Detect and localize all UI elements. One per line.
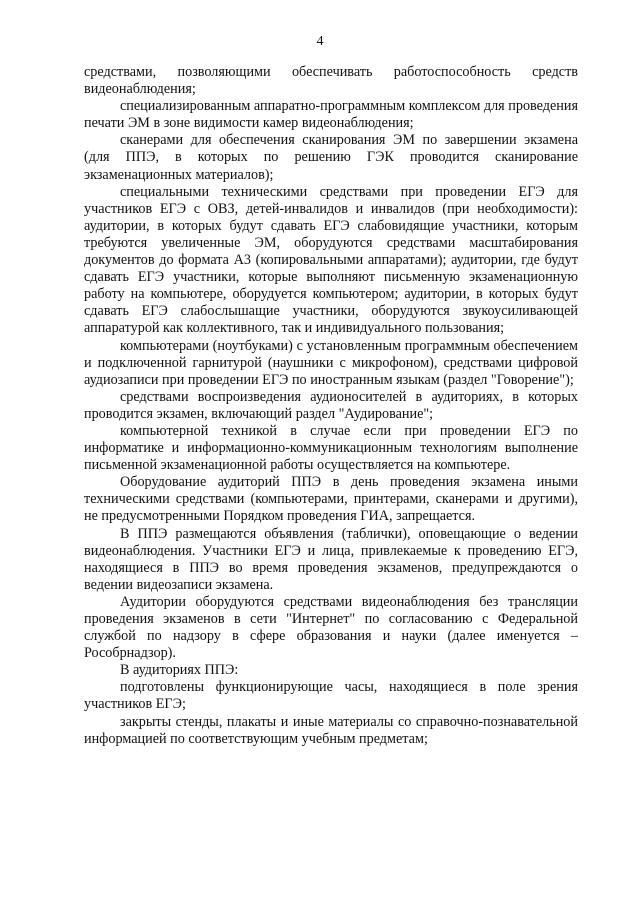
paragraph-in-auditoriums: В аудиториях ППЭ: — [120, 662, 239, 679]
paragraph-computer-equipment: компьютерной техникой в случае если при проведении ЕГЭ по информатике и информационно-коммуникационным технологиям выполнение письменной экзаменационной работы осуществляется на компьютере. — [84, 422, 578, 474]
page-number: 4 — [316, 34, 324, 49]
paragraph-printing-complex: специализированным аппаратно-программным комплексом для проведения печати ЭМ в зоне видимости камер видеонаблюдения; — [84, 98, 578, 132]
paragraph-no-internet-broadcast: Аудитории оборудуются средствами видеонаблюдения без трансляции проведения экзаменов в сети "Интернет" по согласованию с Федеральной службой по надзору в сфере образования и науки (далее именуется – Рособрнадзор). — [84, 593, 578, 662]
paragraph-other-equipment-prohibited: Оборудование аудиторий ППЭ в день проведения экзамена иными техническими средствами (компьютерами, принтерами, сканерами и другими), не предусмотренными Порядком проведения ГИА, запрещается. — [84, 474, 578, 525]
paragraph-scanners: сканерами для обеспечения сканирования ЭМ по завершении экзамена (для ППЭ, в которых по решению ГЭК проводится сканирование экзаменационных материалов); — [84, 132, 578, 183]
paragraph-audio-playback: средствами воспроизведения аудионосителей в аудиториях, в которых проводится экзамен, включающий раздел "Аудирование"; — [84, 388, 578, 422]
document-body — [84, 64, 578, 748]
paragraph-special-equipment: специальными техническими средствами при проведении ЕГЭ для участников ЕГЭ с ОВЗ, детей-инвалидов и инвалидов (при необходимости): аудитории, в которых будут сдавать ЕГЭ слабовидящие участники, которым требуются увеличенные ЭМ, оборудуются средствами масштабирования документов до формата А3 (копировальными аппаратами); аудитории, где будут сдавать ЕГЭ участники, которые выполняют письменную экзаменационную работу на компьютере, оборудуется компьютером; аудитории, в которых будут сдавать ЕГЭ слабослышащие участники, оборудуются звукоусиливающей аппаратурой как коллективного, так и индивидуального пользования; — [84, 183, 578, 337]
paragraph-clocks: подготовлены функционирующие часы, находящиеся в поле зрения участников ЕГЭ; — [84, 679, 578, 713]
paragraph-video-surveillance-means: средствами, позволяющими обеспечивать работоспособность средств видеонаблюдения; — [84, 64, 578, 98]
paragraph-surveillance-notices: В ППЭ размещаются объявления (таблички), оповещающие о ведении видеонаблюдения. Участники ЕГЭ и лица, привлекаемые к проведению ЕГЭ, находящиеся в ППЭ во время проведения экзаменов, предупреждаются о ведении видеозаписи экзамена. — [84, 525, 578, 593]
paragraph-computers-laptops: компьютерами (ноутбуками) с установленным программным обеспечением и подключенной гарнитурой (наушники с микрофоном), средствами цифровой аудиозаписи при проведении ЕГЭ по иностранным языкам (раздел "Говорение"); — [84, 337, 578, 388]
paragraph-stands-covered: закрыты стенды, плакаты и иные материалы со справочно-познавательной информацией по соответствующим учебным предметам; — [84, 713, 578, 747]
